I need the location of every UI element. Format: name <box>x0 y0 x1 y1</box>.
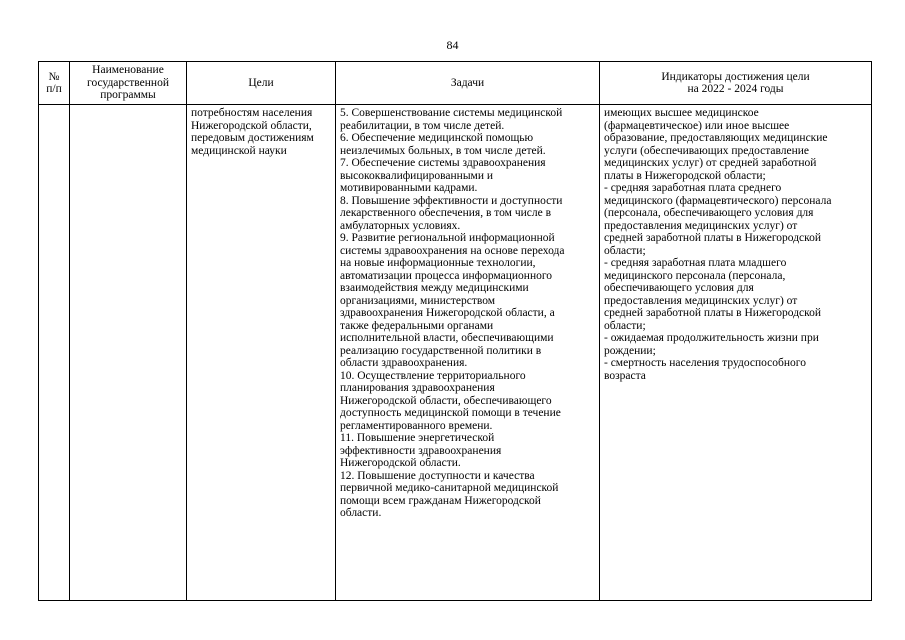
header-goals <box>187 62 336 105</box>
cell-text-line: 10. Осуществление территориального <box>340 369 526 382</box>
page-number: 84 <box>446 38 459 52</box>
cell-text-line: эффективности здравоохранения <box>340 444 502 457</box>
cell-text-line: 9. Развитие региональной информационной <box>340 232 555 244</box>
header-program-line: программы <box>100 89 156 102</box>
cell-text-line: образование, предоставляющих медицинские <box>604 132 828 144</box>
cell-text-line: - ожидаемая продолжительность жизни при <box>604 332 819 344</box>
cell-text-line: исполнительной власти, обеспечивающими <box>340 332 554 344</box>
cell-text-line: возраста <box>604 369 646 382</box>
cell-goals <box>187 105 336 601</box>
header-program-name <box>70 62 187 105</box>
cell-text-line: (персонала, обеспечивающего условия для <box>604 207 814 219</box>
cell-text-line: системы здравоохранения на основе перехода <box>340 244 565 257</box>
header-goals-line: Цели <box>248 76 274 89</box>
cell-text-line: 7. Обеспечение системы здравоохранения <box>340 157 546 169</box>
cell-text-line: Нижегородской области, обеспечивающего <box>340 394 552 407</box>
cell-text-line: платы в Нижегородской области; <box>604 169 766 182</box>
cell-indicators <box>600 105 872 601</box>
cell-text-line: неизлечимых больных, в том числе детей. <box>340 144 546 157</box>
cell-text-line: 8. Повышение эффективности и доступности <box>340 194 563 207</box>
cell-text-line: области; <box>604 244 646 257</box>
cell-text-line: 11. Повышение энергетической <box>340 432 495 444</box>
header-program-line: Наименование <box>92 64 164 77</box>
cell-text-line: предоставления медицинских услуг) от <box>604 294 798 307</box>
cell-text-line: области. <box>340 507 382 519</box>
cell-text-line: 6. Обеспечение медицинской помощью <box>340 132 534 144</box>
cell-text-line: Нижегородской области, <box>191 119 312 132</box>
cell-text-line: потребностям населения <box>191 107 313 119</box>
header-num <box>39 62 70 105</box>
cell-text-line: реализацию государственной политики в <box>340 344 542 357</box>
cell-text-line: области; <box>604 319 646 332</box>
cell-text-line: услуги (обеспечивающих предоставление <box>604 144 810 157</box>
cell-text-line: регламентированного времени. <box>340 419 493 432</box>
cell-text-line: - средняя заработная плата среднего <box>604 182 782 194</box>
cell-text-line: рождении; <box>604 344 656 357</box>
cell-text-line: обеспечивающего условия для <box>604 282 754 294</box>
cell-text-line: помощи всем гражданам Нижегородской <box>340 494 541 507</box>
cell-text-line: медицинских услуг) от средней заработной <box>604 157 817 169</box>
cell-text-line: организациями, министерством <box>340 294 496 307</box>
cell-tasks <box>336 105 600 601</box>
cell-text-line: 12. Повышение доступности и качества <box>340 469 535 482</box>
cell-text-line: - смертность населения трудоспособного <box>604 357 806 369</box>
cell-text-line: Нижегородской области. <box>340 457 461 469</box>
cell-text-line: взаимодействия между медицинскими <box>340 282 529 294</box>
cell-num <box>39 105 70 601</box>
cell-text-line: доступность медицинской помощи в течение <box>340 407 561 419</box>
table-row <box>39 105 872 601</box>
cell-text-line: предоставления медицинских услуг) от <box>604 219 798 232</box>
header-program-line: государственной <box>87 76 169 89</box>
cell-text-line: медицинской науки <box>191 144 287 157</box>
header-num-line: п/п <box>46 83 62 95</box>
cell-text-line: передовым достижениям <box>191 132 314 144</box>
cell-text-line: средней заработной платы в Нижегородской <box>604 232 822 244</box>
cell-text-line: также федеральными органами <box>340 319 494 332</box>
table-header-row <box>39 62 872 105</box>
program-table <box>38 61 872 601</box>
cell-text-line: средней заработной платы в Нижегородской <box>604 307 822 319</box>
cell-text-line: высококвалифицированными и <box>340 169 494 182</box>
cell-text-line: первичной медико-санитарной медицинской <box>340 482 559 494</box>
header-num-line: № <box>48 70 60 83</box>
cell-text-line: на новые информационные технологии, <box>340 257 536 269</box>
header-indicators-line: на 2022 - 2024 годы <box>687 83 784 95</box>
cell-text-line: 5. Совершенствование системы медицинской <box>340 107 563 119</box>
cell-text-line: мотивированными кадрами. <box>340 182 478 194</box>
header-indicators-line: Индикаторы достижения цели <box>661 70 810 83</box>
header-indicators <box>600 62 872 105</box>
cell-text-line: реабилитации, в том числе детей. <box>340 119 505 132</box>
cell-text-line: области здравоохранения. <box>340 357 468 369</box>
cell-text-line: здравоохранения Нижегородской области, а <box>340 307 555 319</box>
cell-text-line: автоматизации процесса информационного <box>340 269 553 282</box>
header-tasks <box>336 62 600 105</box>
cell-program-name <box>70 105 187 601</box>
cell-text-line: лекарственного обеспечения, в том числе в <box>340 207 552 219</box>
cell-text-line: имеющих высшее медицинское <box>604 107 759 119</box>
cell-text-line: медицинского (фармацевтического) персонала <box>604 194 832 207</box>
cell-text-line: медицинского персонала (персонала, <box>604 269 786 282</box>
cell-text-line: планирования здравоохранения <box>340 382 495 394</box>
cell-text-line: амбулаторных условиях. <box>340 219 461 232</box>
cell-text-line: - средняя заработная плата младшего <box>604 257 787 269</box>
header-tasks-line: Задачи <box>450 76 485 89</box>
cell-text-line: (фармацевтическое) или иное высшее <box>604 119 790 132</box>
